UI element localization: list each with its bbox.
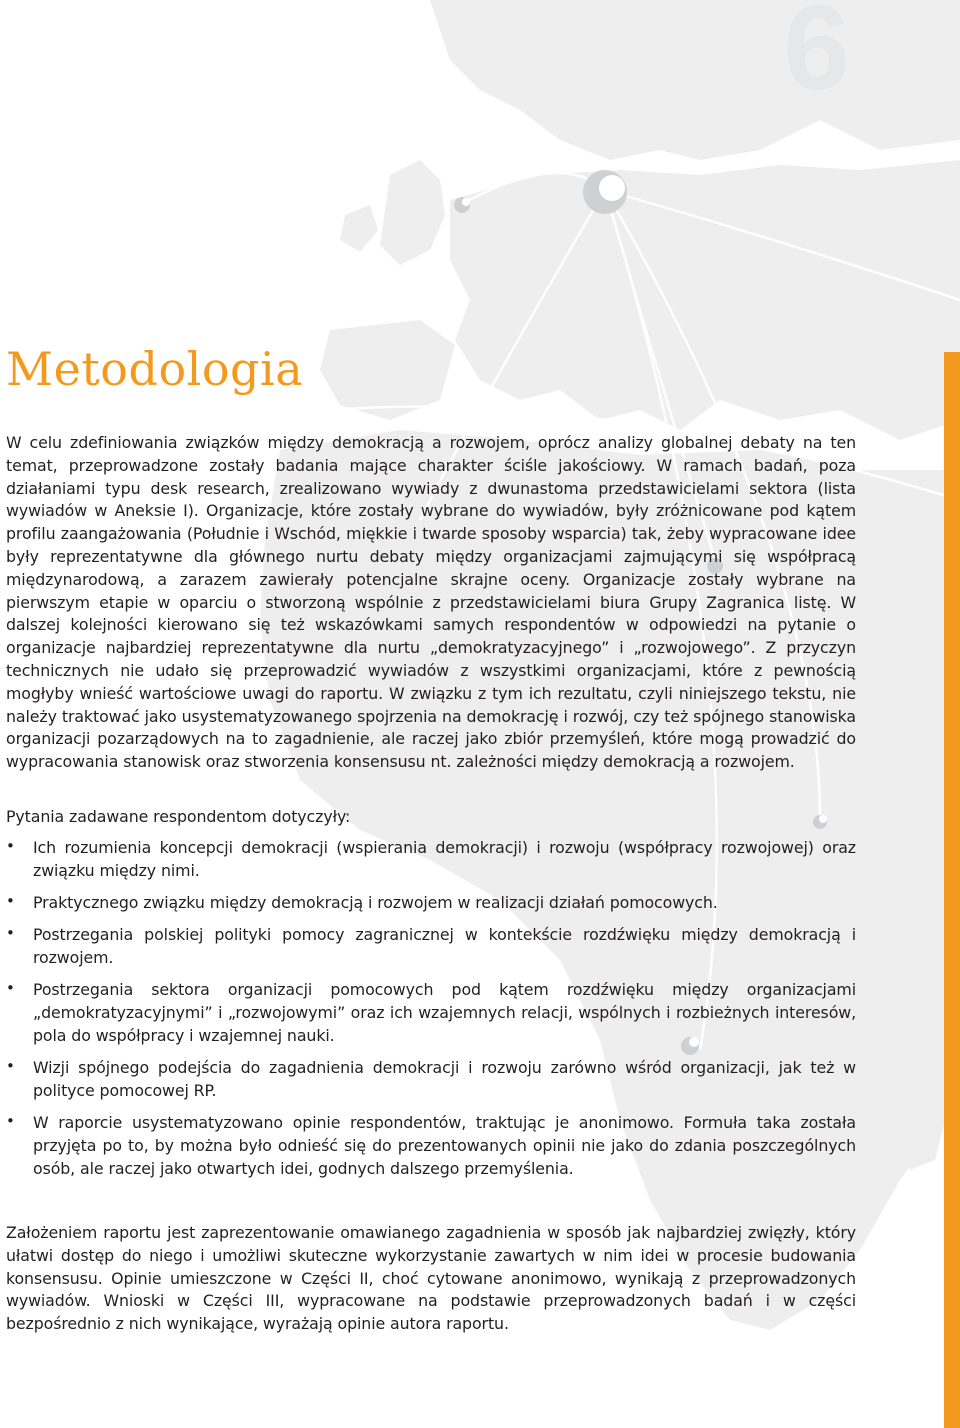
list-item-text: W raporcie usystematyzowano opinie respondentów, traktując je anonimowo. Formuła taka została przyjęta po to, by można było odnieść się do prezentowanych opinii nie jako do zdania poszczególnych osób, ale raczej jako otwartych idei, godnych dalszego przemyślenia. [33, 1113, 856, 1179]
list-item-text: Wizji spójnego podejścia do zagadnienia demokracji i rozwoju zarówno wśród organizacji, jak też w polityce pomocowej RP. [33, 1058, 856, 1101]
map-landmass-north [430, 0, 960, 160]
bullet-icon: • [6, 1112, 15, 1131]
list-item [6, 924, 856, 970]
map-landmass-iberia [320, 320, 455, 420]
accent-side-bar [944, 352, 960, 1428]
bullet-icon: • [6, 892, 15, 911]
map-landmass-ireland [340, 205, 378, 252]
list-item-text: Postrzegania polskiej polityki pomocy zagranicznej w kontekście rozdźwięku między demokracją i rozwojem. [33, 925, 856, 968]
methodology-paragraph: W celu zdefiniowania związków między demokracją a rozwojem, oprócz analizy globalnej debaty na ten temat, przeprowadzone zostały badania mające charakter ściśle jakościowy. W ramach badań, poza działaniami typu desk research, zrealizowano wywiady z dwunastoma przedstawicielami sektora (lista wywiadów w Aneksie I). Organizacje, które zostały wybrane do wywiadów, były zróżnicowane pod kątem profilu zaangażowania (Południe i Wschód, miękkie i twarde sposoby wsparcia) tak, żeby wypracowane idee były reprezentatywne dla głównego nurtu debaty między organizacjami zajmującymi się współpracą międzynarodową, a zarazem zawierały potencjalne skrajne oceny. Organizacje zostały wybrane na pierwszym etapie w oparciu o stworzoną wspólnie z przedstawicielami biura Grupy Zagranica listę. W dalszej kolejności kierowano się też wskazówkami samych respondentów w odpowiedzi na pytanie o organizacje najbardziej reprezentatywne dla nurtu „demokratyzacyjnego” i „rozwojowego”. Z przyczyn technicznych nie udało się przeprowadzić wywiadów z wszystkimi organizacjami, które z pewnością mogłyby wnieść wartościowe uwagi do raportu. W związku z tym ich rezultatu, czyli niniejszego tekstu, nie należy traktować jako usystematyzowanego spojrzenia na demokrację i rozwój, czy też spójnego stanowiska organizacji pozarządowych na to zagadnienie, ale raczej jako zbiór przemyśleń, które mogą prowadzić do wypracowania stanowisk oraz stworzenia konsensusu nt. zależności między demokracją a rozwojem. [6, 433, 856, 772]
list-item [6, 979, 856, 1047]
bullet-icon: • [6, 979, 15, 998]
list-item-text: Postrzegania sektora organizacji pomocowych pod kątem rozdźwięku między organizacjami „demokratyzacyjnymi” i „rozwojowymi” oraz ich wzajemnych relacji, wspólnych i rozbieżnych interesów, pola do współpracy i wzajemnej nauki. [33, 980, 856, 1046]
bullet-icon: • [6, 837, 15, 855]
list-item [6, 837, 856, 883]
list-item [6, 1112, 856, 1180]
list-item [6, 1057, 856, 1103]
bullet-icon: • [6, 924, 15, 943]
page-number: 6 [783, 0, 850, 115]
map-landmass-europe [450, 160, 960, 440]
list-item-text: Ich rozumienia koncepcji demokracji (wspierania demokracji) i rozwoju (współpracy rozwojowej) oraz związku między nimi. [33, 838, 856, 880]
report-assumption-paragraph: Założeniem raportu jest zaprezentowanie omawianego zagadnienia w sposób jak najbardziej zwięzły, który ułatwi dostęp do niego i umożliwi skuteczne wykorzystanie zawartych w nim idei w procesie budowania konsensusu. Opinie umieszczone w Części II, choć cytowane anonimowo, wynikają z przeprowadzonych wywiadów. Wnioski w Części III, wypracowane na podstawie przeprowadzonych badań i w części bezpośrednio z nich wynikające, wyrażają opinie autora raportu. [6, 1223, 856, 1334]
page-title: Metodologia [6, 342, 304, 396]
map-landmass-isles [380, 160, 445, 265]
list-item-text: Praktycznego związku między demokracją i rozwojem w realizacji działań pomocowych. [33, 893, 718, 913]
list-item [6, 892, 856, 915]
questions-list [6, 837, 856, 1190]
bullet-icon: • [6, 1057, 15, 1076]
questions-intro: Pytania zadawane respondentom dotyczyły: [6, 807, 351, 826]
